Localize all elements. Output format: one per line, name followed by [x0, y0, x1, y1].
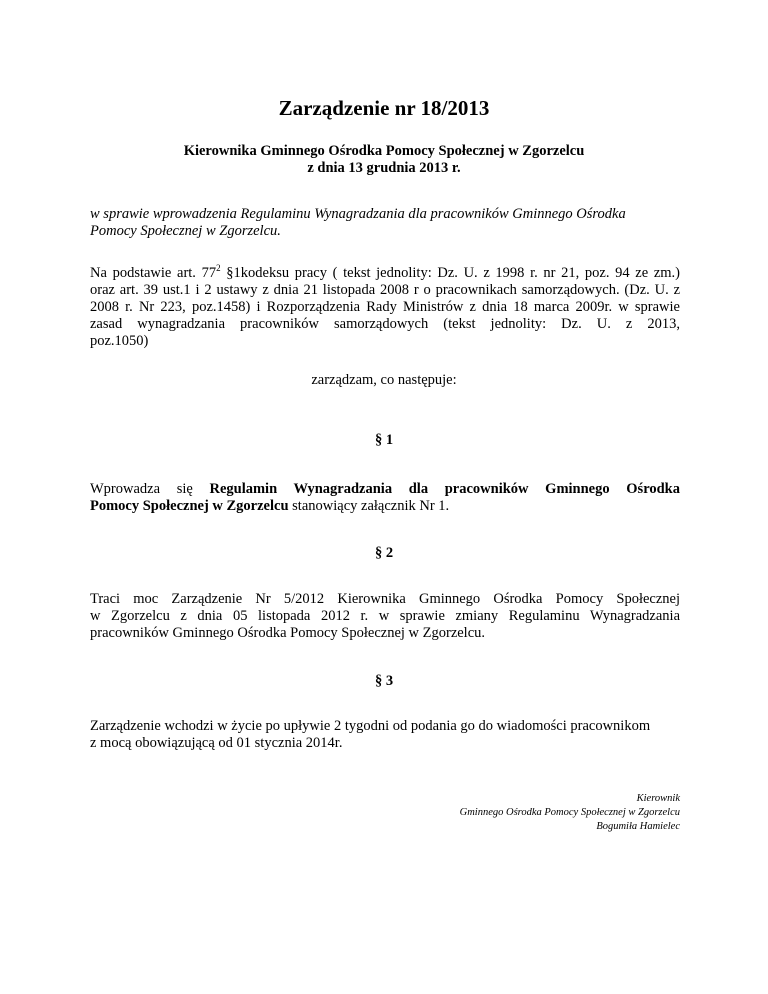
legal-basis-text: Na podstawie art. 77: [90, 265, 217, 281]
issuer-name: Kierownika Gminnego Ośrodka Pomocy Społecznej w Zgorzelcu: [183, 143, 585, 159]
signature-role: Kierownik: [636, 793, 680, 804]
section-heading-1: § 1: [374, 432, 394, 448]
subject-paragraph: [90, 206, 680, 240]
legal-basis-line: zasad wynagradzania pracowników samorządowych (tekst jednolity: Dz. U. z 2013,: [90, 316, 680, 332]
section-2-line: pracowników Gminnego Ośrodka Pomocy Społecznej w Zgorzelcu.: [90, 625, 486, 641]
regulation-name: Regulamin Wynagradzania dla pracowników Gminnego Ośrodka: [209, 481, 680, 497]
section-3-line: Zarządzenie wchodzi w życie po upływie 2 tygodni od podania go do wiadomości pracownikom: [90, 718, 651, 734]
signature-name: Bogumiła Hamielec: [596, 821, 680, 832]
section-1-line: [90, 481, 680, 498]
issue-date: z dnia 13 grudnia 2013 r.: [307, 160, 461, 176]
signature-organization: Gminnego Ośrodka Pomocy Społecznej w Zgorzelcu: [459, 807, 680, 818]
section-heading-3: § 3: [374, 673, 394, 689]
subject-line: Pomocy Społecznej w Zgorzelcu.: [90, 223, 281, 239]
section-3-line: z mocą obowiązującą od 01 stycznia 2014r.: [90, 735, 343, 751]
section-1-paragraph: [90, 481, 680, 515]
legal-basis-line: [90, 265, 680, 282]
regulation-name: Pomocy Społecznej w Zgorzelcu: [90, 498, 289, 514]
legal-basis-line: 2008 r. Nr 223, poz.1458) i Rozporządzenia Rady Ministrów z dnia 18 marca 2009r. w sprawie: [90, 299, 680, 315]
document-title: Zarządzenie nr 18/2013: [278, 96, 490, 120]
section-3-paragraph: [90, 718, 680, 752]
legal-basis-line: poz.1050): [90, 333, 149, 349]
section-1-text: Wprowadza się: [90, 481, 210, 497]
issuer-block: [0, 143, 768, 177]
section-2-line: w Zgorzelcu z dnia 05 listopada 2012 r. w sprawie zmiany Regulaminu Wynagradzania: [90, 608, 680, 624]
section-2-paragraph: [90, 591, 680, 642]
section-heading-2: § 2: [374, 545, 394, 561]
section-2-line: Traci moc Zarządzenie Nr 5/2012 Kierownika Gminnego Ośrodka Pomocy Społecznej: [90, 591, 680, 607]
intro-text: zarządzam, co następuje:: [311, 372, 457, 388]
section-1-line: [90, 498, 680, 515]
legal-basis-line: oraz art. 39 ust.1 i 2 ustawy z dnia 21 listopada 2008 r o pracownikach samorządowych. (Dz. U. z: [90, 282, 680, 298]
legal-basis-paragraph: [90, 265, 680, 350]
legal-basis-text: §1kodeksu pracy ( tekst jednolity: Dz. U. z 1998 r. nr 21, poz. 94 ze zm.): [220, 265, 681, 281]
signature-block: [460, 792, 680, 834]
section-1-text: stanowiący załącznik Nr 1.: [288, 498, 450, 514]
superscript: 2: [216, 263, 221, 274]
subject-line: w sprawie wprowadzenia Regulaminu Wynagradzania dla pracowników Gminnego Ośrodka: [90, 206, 626, 222]
